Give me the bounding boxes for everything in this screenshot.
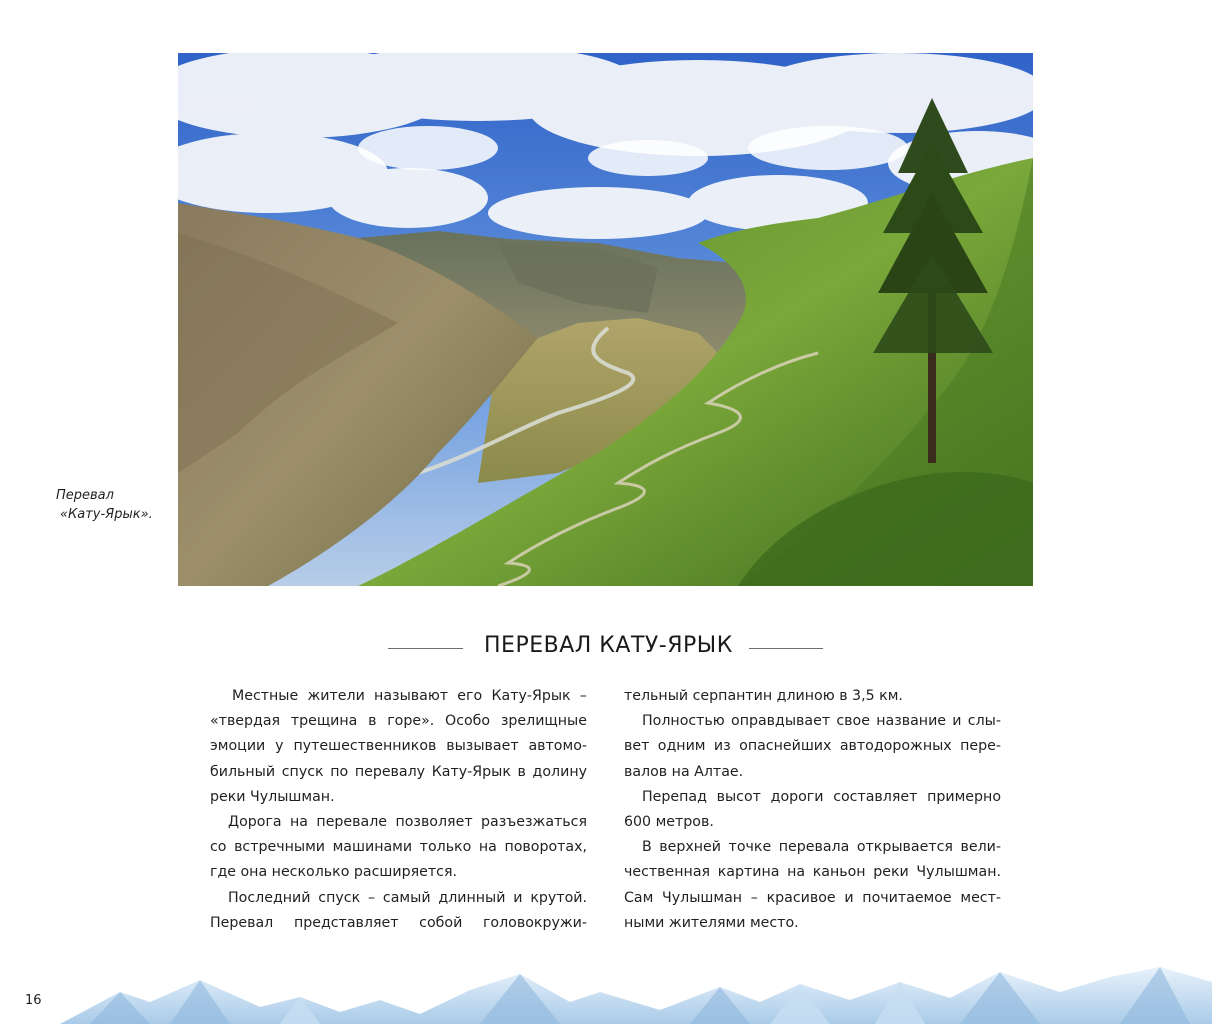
text-line: В верхней точке перевала открывается вели- xyxy=(642,839,1001,856)
text-line: бильный спуск по перевалу Кату-Ярык в долину xyxy=(210,763,587,780)
text-line: Полностью оправдывает свое название и слы- xyxy=(642,713,1001,730)
text-column-left xyxy=(210,684,587,936)
text-line: Последний спуск – самый длинный и крутой. xyxy=(228,889,587,906)
text-line: эмоции у путешественников вызывает автомо- xyxy=(210,738,587,755)
text-line: Перевал представляет собой головокружи- xyxy=(210,914,587,931)
article-title: ПЕРЕВАЛ КАТУ-ЯРЫК xyxy=(484,633,733,658)
text-line: ными жителями место. xyxy=(624,914,799,931)
caption-line-1: Перевал xyxy=(56,488,114,503)
mountain-pass-photo xyxy=(178,53,1033,586)
text-line: со встречными машинами только на поворотах, xyxy=(210,839,587,856)
photo-caption xyxy=(56,486,176,524)
text-column-right xyxy=(624,684,1001,936)
text-line: 600 метров. xyxy=(624,814,714,831)
text-line: Перепад высот дороги составляет примерно xyxy=(642,788,1001,805)
text-line: Дорога на перевале позволяет разъезжаться xyxy=(228,814,587,831)
text-line: тельный серпантин длиною в 3,5 км. xyxy=(624,688,903,704)
text-line: вет одним из опаснейших автодорожных пере- xyxy=(624,738,1001,755)
page-number: 16 xyxy=(25,993,42,1008)
heading-rule-right xyxy=(749,648,823,649)
article-heading xyxy=(388,626,824,666)
caption-line-2: «Кату-Ярык». xyxy=(60,507,153,522)
text-line: Сам Чулышман – красивое и почитаемое мест- xyxy=(624,889,1001,906)
text-line: реки Чулышман. xyxy=(210,788,335,805)
text-line: чественная картина на каньон реки Чулышман. xyxy=(624,864,1001,881)
text-line: валов на Алтае. xyxy=(624,763,744,780)
text-line: «твердая трещина в горе». Особо зрелищные xyxy=(210,713,587,730)
heading-rule-left xyxy=(388,648,463,649)
text-line: Местные жители называют его Кату-Ярык – xyxy=(232,688,587,704)
decorative-mountains xyxy=(0,962,1212,1024)
text-line: где она несколько расширяется. xyxy=(210,864,457,881)
